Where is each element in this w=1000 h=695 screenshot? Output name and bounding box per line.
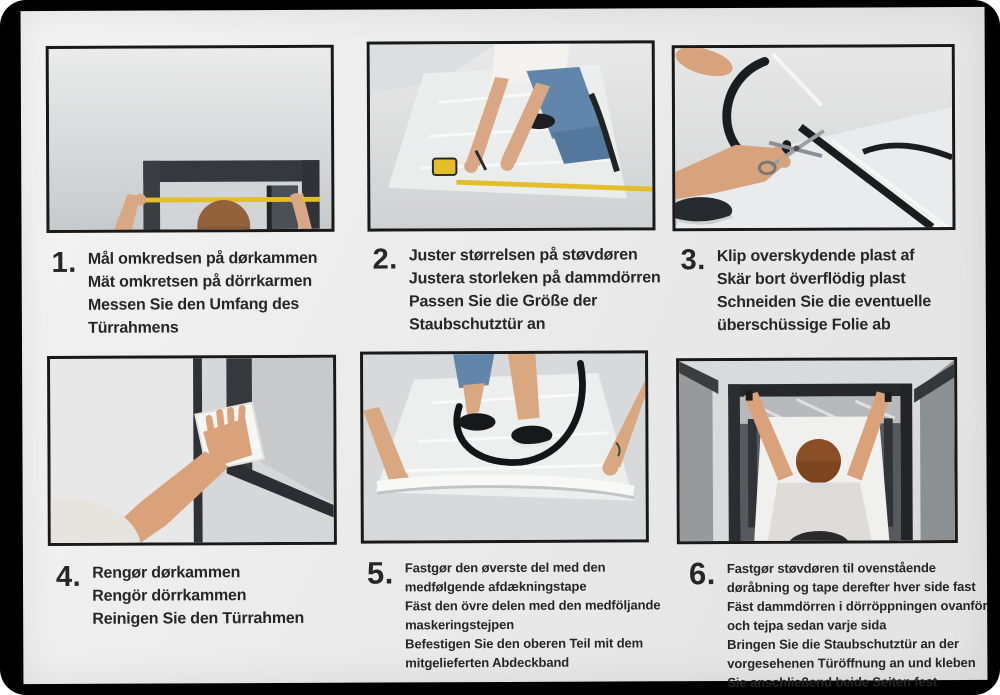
step-6-caption xyxy=(689,558,995,692)
instruction-sheet xyxy=(21,7,988,691)
step-3-number: 3. xyxy=(680,244,706,277)
instruction-line-da: Juster størrelsen på støvdøren xyxy=(408,246,638,265)
instruction-line-de: Bringen Sie die Staubschutztür an der vorgesehenen Türöffnung an und kleben Sie anschließend beide Seiten fest xyxy=(727,636,976,691)
instruction-line-sv: Mät omkretsen på dörrkarmen xyxy=(87,272,312,291)
step-5-number: 5. xyxy=(366,555,394,591)
step-2-text xyxy=(409,243,661,336)
instruction-line-da: Mål omkredsen på dørkammen xyxy=(87,249,318,268)
instruction-line-da: Fastgør støvdøren til ovenstående døråbning og tape derefter hver side fast xyxy=(726,560,976,596)
instruction-line-da: Klip overskydende plast af xyxy=(716,247,915,266)
step-1-photo xyxy=(46,45,335,233)
tape-measure-body xyxy=(433,158,457,175)
instruction-line-sv: Skär bort överflödig plast xyxy=(716,270,906,289)
shoe xyxy=(458,413,495,431)
step-4-photo xyxy=(47,355,337,546)
step-6-number: 6. xyxy=(688,556,716,592)
instruction-line-de: Messen Sie den Umfang des Türrahmens xyxy=(87,295,300,337)
mounting-dust-door-illustration xyxy=(679,360,955,541)
step-4-number: 4. xyxy=(55,560,82,593)
step-3-text xyxy=(717,244,969,337)
step-4-text xyxy=(92,561,344,631)
instruction-line-de: Reinigen Sie den Türrahmen xyxy=(92,609,305,628)
step-3-caption xyxy=(681,244,970,337)
step-5-text xyxy=(405,557,673,672)
step-1-number: 1. xyxy=(51,246,77,279)
instruction-line-de: Passen Sie die Größe der Staubschutztür an xyxy=(408,292,598,334)
step-5-photo xyxy=(360,350,649,543)
step-6-text xyxy=(727,558,996,692)
step-5-caption xyxy=(367,557,673,672)
jeans-shorts xyxy=(453,354,494,388)
instruction-line-sv: Justera storleken på dammdörren xyxy=(408,269,661,288)
measuring-door-frame-illustration xyxy=(49,48,332,230)
step-2-photo xyxy=(367,40,656,231)
instruction-line-de: Schneiden Sie die eventuelle überschüssige Folie ab xyxy=(716,293,932,335)
instruction-line-sv: Fäst dammdörren i dörröppningen ovanför och tejpa sedan varje sida xyxy=(726,597,988,634)
instruction-line-da: Fastgør den øverste del med den medfølgende afdækningstape xyxy=(404,559,606,595)
cutting-plastic-illustration xyxy=(675,47,953,228)
step-4-caption xyxy=(56,561,344,631)
step-1-caption xyxy=(52,247,341,340)
instruction-line-sv: Fäst den övre delen med den medföljande maskeringstejpen xyxy=(404,597,661,633)
taping-top-edge-illustration xyxy=(363,353,646,540)
adjusting-dust-door-illustration xyxy=(370,43,653,228)
cleaning-frame-illustration xyxy=(50,358,334,543)
step-2-caption xyxy=(373,243,662,336)
step-1-text xyxy=(88,247,340,340)
step-2-number: 2. xyxy=(372,243,398,276)
instruction-line-de: Befestigen Sie den oberen Teil mit dem mitgelieferten Abdeckband xyxy=(405,635,644,671)
instruction-line-da: Rengør dørkammen xyxy=(92,564,241,582)
step-3-photo xyxy=(672,44,956,231)
step-6-photo xyxy=(676,357,958,544)
instruction-line-sv: Rengör dörrkammen xyxy=(92,587,247,605)
